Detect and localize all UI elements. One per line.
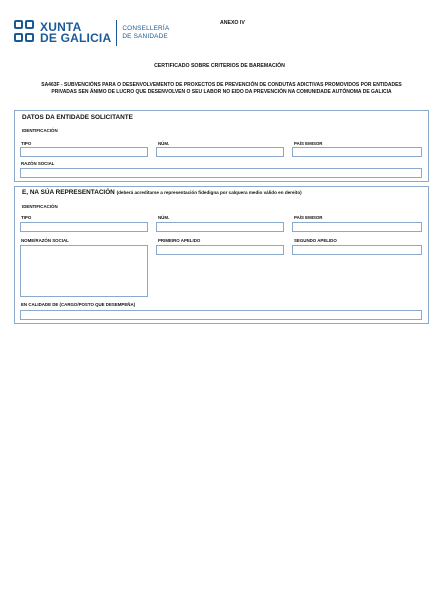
tipo-label: TIPO <box>21 141 32 146</box>
business-name-label: RAZÓN SOCIAL <box>21 161 55 166</box>
xunta-cross-icon <box>14 20 36 46</box>
num-label: NÚM. <box>158 141 170 146</box>
first-surname-label: PRIMEIRO APELIDO <box>158 238 201 243</box>
position-field[interactable] <box>20 310 422 320</box>
applicant-entity-section <box>14 110 429 182</box>
section-title: DATOS DA ENTIDADE SOLICITANTE <box>22 114 133 121</box>
tipo-label: TIPO <box>21 215 32 220</box>
country-label: PAÍS EMISOR <box>294 215 323 220</box>
xunta-logo <box>14 20 169 46</box>
annex-label: ANEXO IV <box>220 20 245 26</box>
tipo-field[interactable] <box>20 222 148 232</box>
num-field[interactable] <box>156 147 284 157</box>
second-surname-label: SEGUNDO APELIDO <box>294 238 337 243</box>
name-field[interactable] <box>20 245 148 297</box>
name-label: NOME/RAZÓN SOCIAL <box>21 238 69 243</box>
identification-label: IDENTIFICACIÓN <box>22 128 58 133</box>
logo-divider <box>116 20 117 46</box>
logo-department: CONSELLERÍA DE SANIDADE <box>122 25 170 40</box>
second-surname-field[interactable] <box>292 245 422 255</box>
country-label: PAÍS EMISOR <box>294 141 323 146</box>
section-title: E, NA SÚA REPRESENTACIÓN (deberá acreditarse a representación fidedigna por calquera medio válido en dereito) <box>22 189 302 196</box>
certificate-title: CERTIFICADO SOBRE CRITERIOS DE BAREMACIÓN <box>154 63 285 69</box>
num-field[interactable] <box>156 222 284 232</box>
representative-section <box>14 186 429 324</box>
procedure-subtitle: SA463F - SUBVENCIÓNS PARA O DESENVOLVEMENTO DE PROXECTOS DE PREVENCIÓN DE CONDUTAS ADICTIVAS PROMOVIDOS POR ENTIDADES PRIVADAS SEN ÁNIMO DE LUCRO QUE DESENVOLVEN O SEU LABOR NO EIDO DA PREVENCIÓN NA COMUNIDADE AUTÓNOMA DE GALICIA <box>41 82 402 95</box>
identification-label: IDENTIFICACIÓN <box>22 204 58 209</box>
position-label: EN CALIDADE DE (CARGO/POSTO QUE DESEMPEÑA) <box>21 302 136 307</box>
country-field[interactable] <box>292 147 422 157</box>
business-name-field[interactable] <box>20 168 422 178</box>
tipo-field[interactable] <box>20 147 148 157</box>
first-surname-field[interactable] <box>156 245 284 255</box>
country-field[interactable] <box>292 222 422 232</box>
logo-name: XUNTA DE GALICIA <box>40 20 112 45</box>
representation-note: (deberá acreditarse a representación fidedigna por calquera medio válido en dereito) <box>116 190 302 195</box>
num-label: NÚM. <box>158 215 170 220</box>
